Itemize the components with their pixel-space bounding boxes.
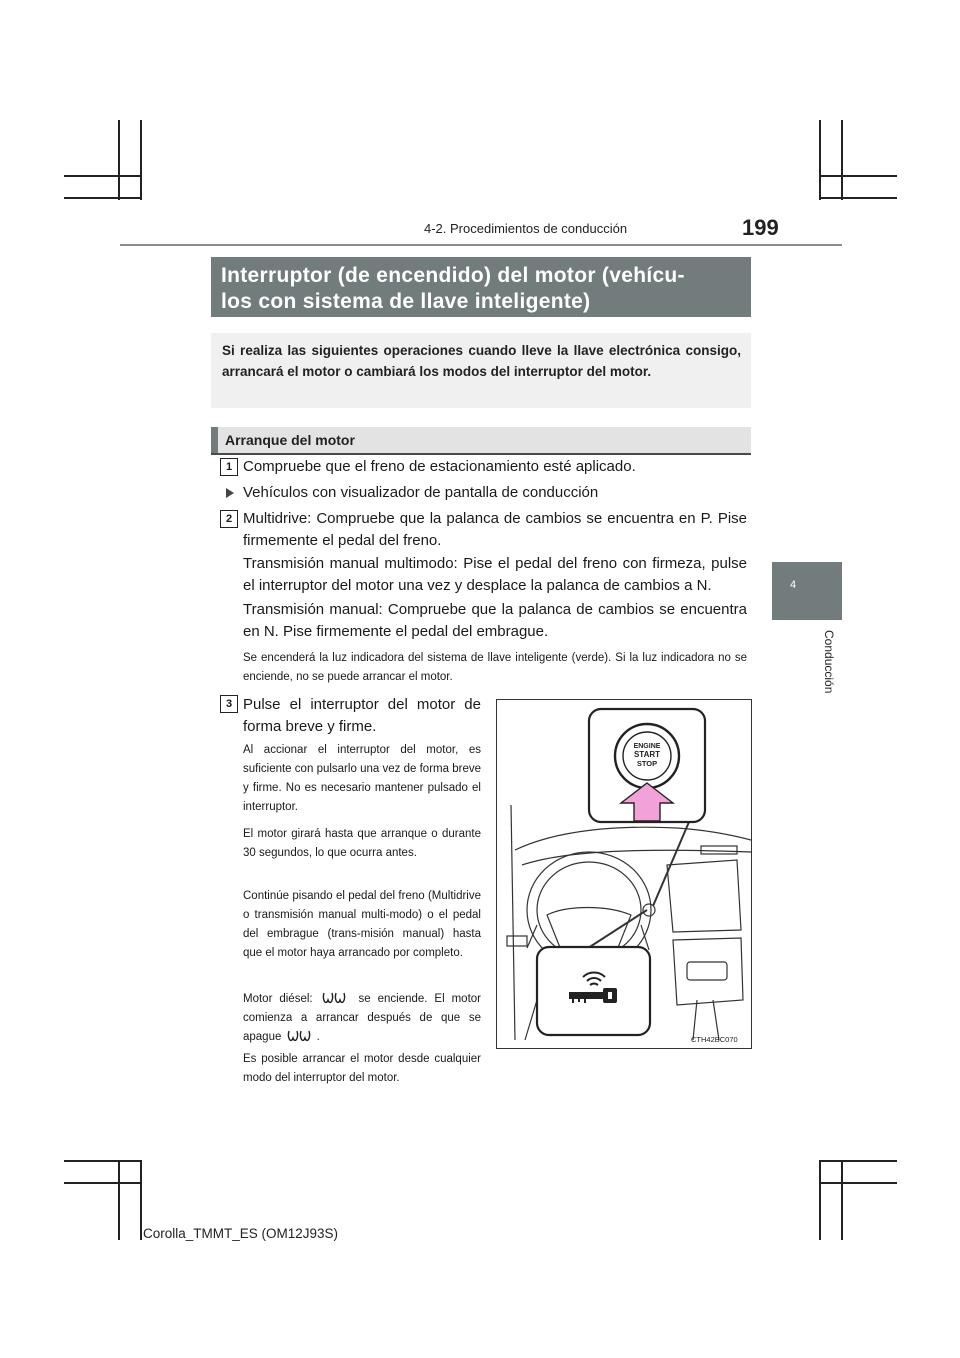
chapter-tab: [772, 562, 842, 620]
page-number: 199: [742, 215, 779, 240]
note-4-end: .: [316, 1031, 320, 1044]
crop-mark: [64, 1160, 142, 1162]
crop-mark: [140, 120, 142, 200]
glow-plug-indicator-icon: [285, 1028, 317, 1046]
crop-mark: [64, 175, 142, 177]
step-2-para-2: Transmisión manual multimodo: Pise el pedal del freno con firmeza, pulse el interruptor del motor una vez y desplace la palanca de cambios a N.: [243, 555, 747, 594]
crop-mark: [819, 1182, 897, 1184]
section-name: 4-2. Procedimientos de conducción: [424, 221, 628, 236]
crop-mark: [819, 120, 821, 200]
crop-mark: [64, 1182, 142, 1184]
crop-mark: [819, 1160, 821, 1240]
subsection-title: Arranque del motor: [225, 432, 355, 448]
intro-text: Si realiza las siguientes operaciones cuando lleve la llave electrónica consigo, arrancará el motor o cambiará los modos del interruptor del motor.: [222, 343, 741, 379]
start-label: START: [633, 750, 661, 759]
step-3-note-2: El motor girará hasta que arranque o durante 30 segundos, lo que ocurra antes.: [243, 828, 481, 859]
stop-label: STOP: [636, 759, 658, 768]
dashboard-illustration: [497, 700, 751, 1048]
step-number-3: 3: [220, 695, 238, 713]
crop-mark: [841, 1160, 843, 1240]
chapter-label-wrap: [768, 630, 848, 740]
note-4-mid: se enciende. El motor comienza a arrancar después de que se apague: [243, 993, 481, 1044]
crop-mark: [819, 175, 897, 177]
intro-box: [211, 333, 751, 408]
bullet-text: Vehículos con visualizador de pantalla de conducción: [243, 484, 599, 501]
subsection-heading: [211, 427, 751, 455]
step-3-text: Pulse el interruptor del motor de forma breve y firme.: [243, 696, 481, 735]
page-title-box: [211, 257, 751, 317]
crop-mark: [140, 1160, 142, 1240]
engine-label: ENGINE: [633, 743, 661, 750]
crop-mark: [819, 1160, 897, 1162]
step-2-para-1: Multidrive: Compruebe que la palanca de cambios se encuentra en P. Pise firmemente el pedal del freno.: [243, 510, 747, 549]
glow-plug-indicator-icon: [320, 990, 352, 1008]
step-3-note-5: Es posible arrancar el motor desde cualquier modo del interruptor del motor.: [243, 1053, 481, 1084]
step-3-note-3: Continúe pisando el pedal del freno (Multidrive o transmisión manual multi-modo) o el pedal del embrague (trans-misión manual) hasta que el motor haya arrancado por completo.: [243, 890, 481, 959]
header-rule: [120, 244, 842, 246]
subsection-bar: [211, 427, 218, 453]
footer-document-id: Corolla_TMMT_ES (OM12J93S): [143, 1226, 339, 1241]
page-title: [221, 263, 743, 315]
page-title-line2: los con sistema de llave inteligente): [221, 290, 591, 313]
step-3-note-1: Al accionar el interruptor del motor, es suficiente con pulsarlo una vez de forma breve y firme. No es necesario mantener pulsado el interruptor.: [243, 744, 481, 813]
chapter-label: Conducción: [822, 630, 836, 694]
step-3-note-4: [243, 990, 481, 1047]
step-1-text: Compruebe que el freno de estacionamiento esté aplicado.: [243, 458, 636, 475]
step-number-2: 2: [220, 510, 238, 528]
chapter-number: 4: [790, 579, 797, 591]
step-2-note: Se encenderá la luz indicadora del sistema de llave inteligente (verde). Si la luz indicadora no se enciende, no se puede arrancar el motor.: [243, 652, 747, 683]
figure-code: CTH42BC070: [691, 1035, 738, 1044]
crop-mark: [118, 1160, 120, 1240]
callout-box-bottom: [537, 947, 650, 1035]
page-title-line1: Interruptor (de encendido) del motor (vehícu-: [221, 264, 685, 287]
step-2-para-3: Transmisión manual: Compruebe que la palanca de cambios se encuentra en N. Pise firmemente el pedal del embrague.: [243, 601, 747, 640]
step-number-1: 1: [220, 458, 238, 476]
crop-mark: [118, 120, 120, 200]
crop-mark: [819, 197, 897, 199]
crop-mark: [841, 120, 843, 200]
bullet-triangle-icon: [226, 488, 234, 498]
engine-switch-figure: [496, 699, 752, 1049]
crop-mark: [64, 197, 142, 199]
note-4-lead: Motor diésel:: [243, 993, 313, 1006]
